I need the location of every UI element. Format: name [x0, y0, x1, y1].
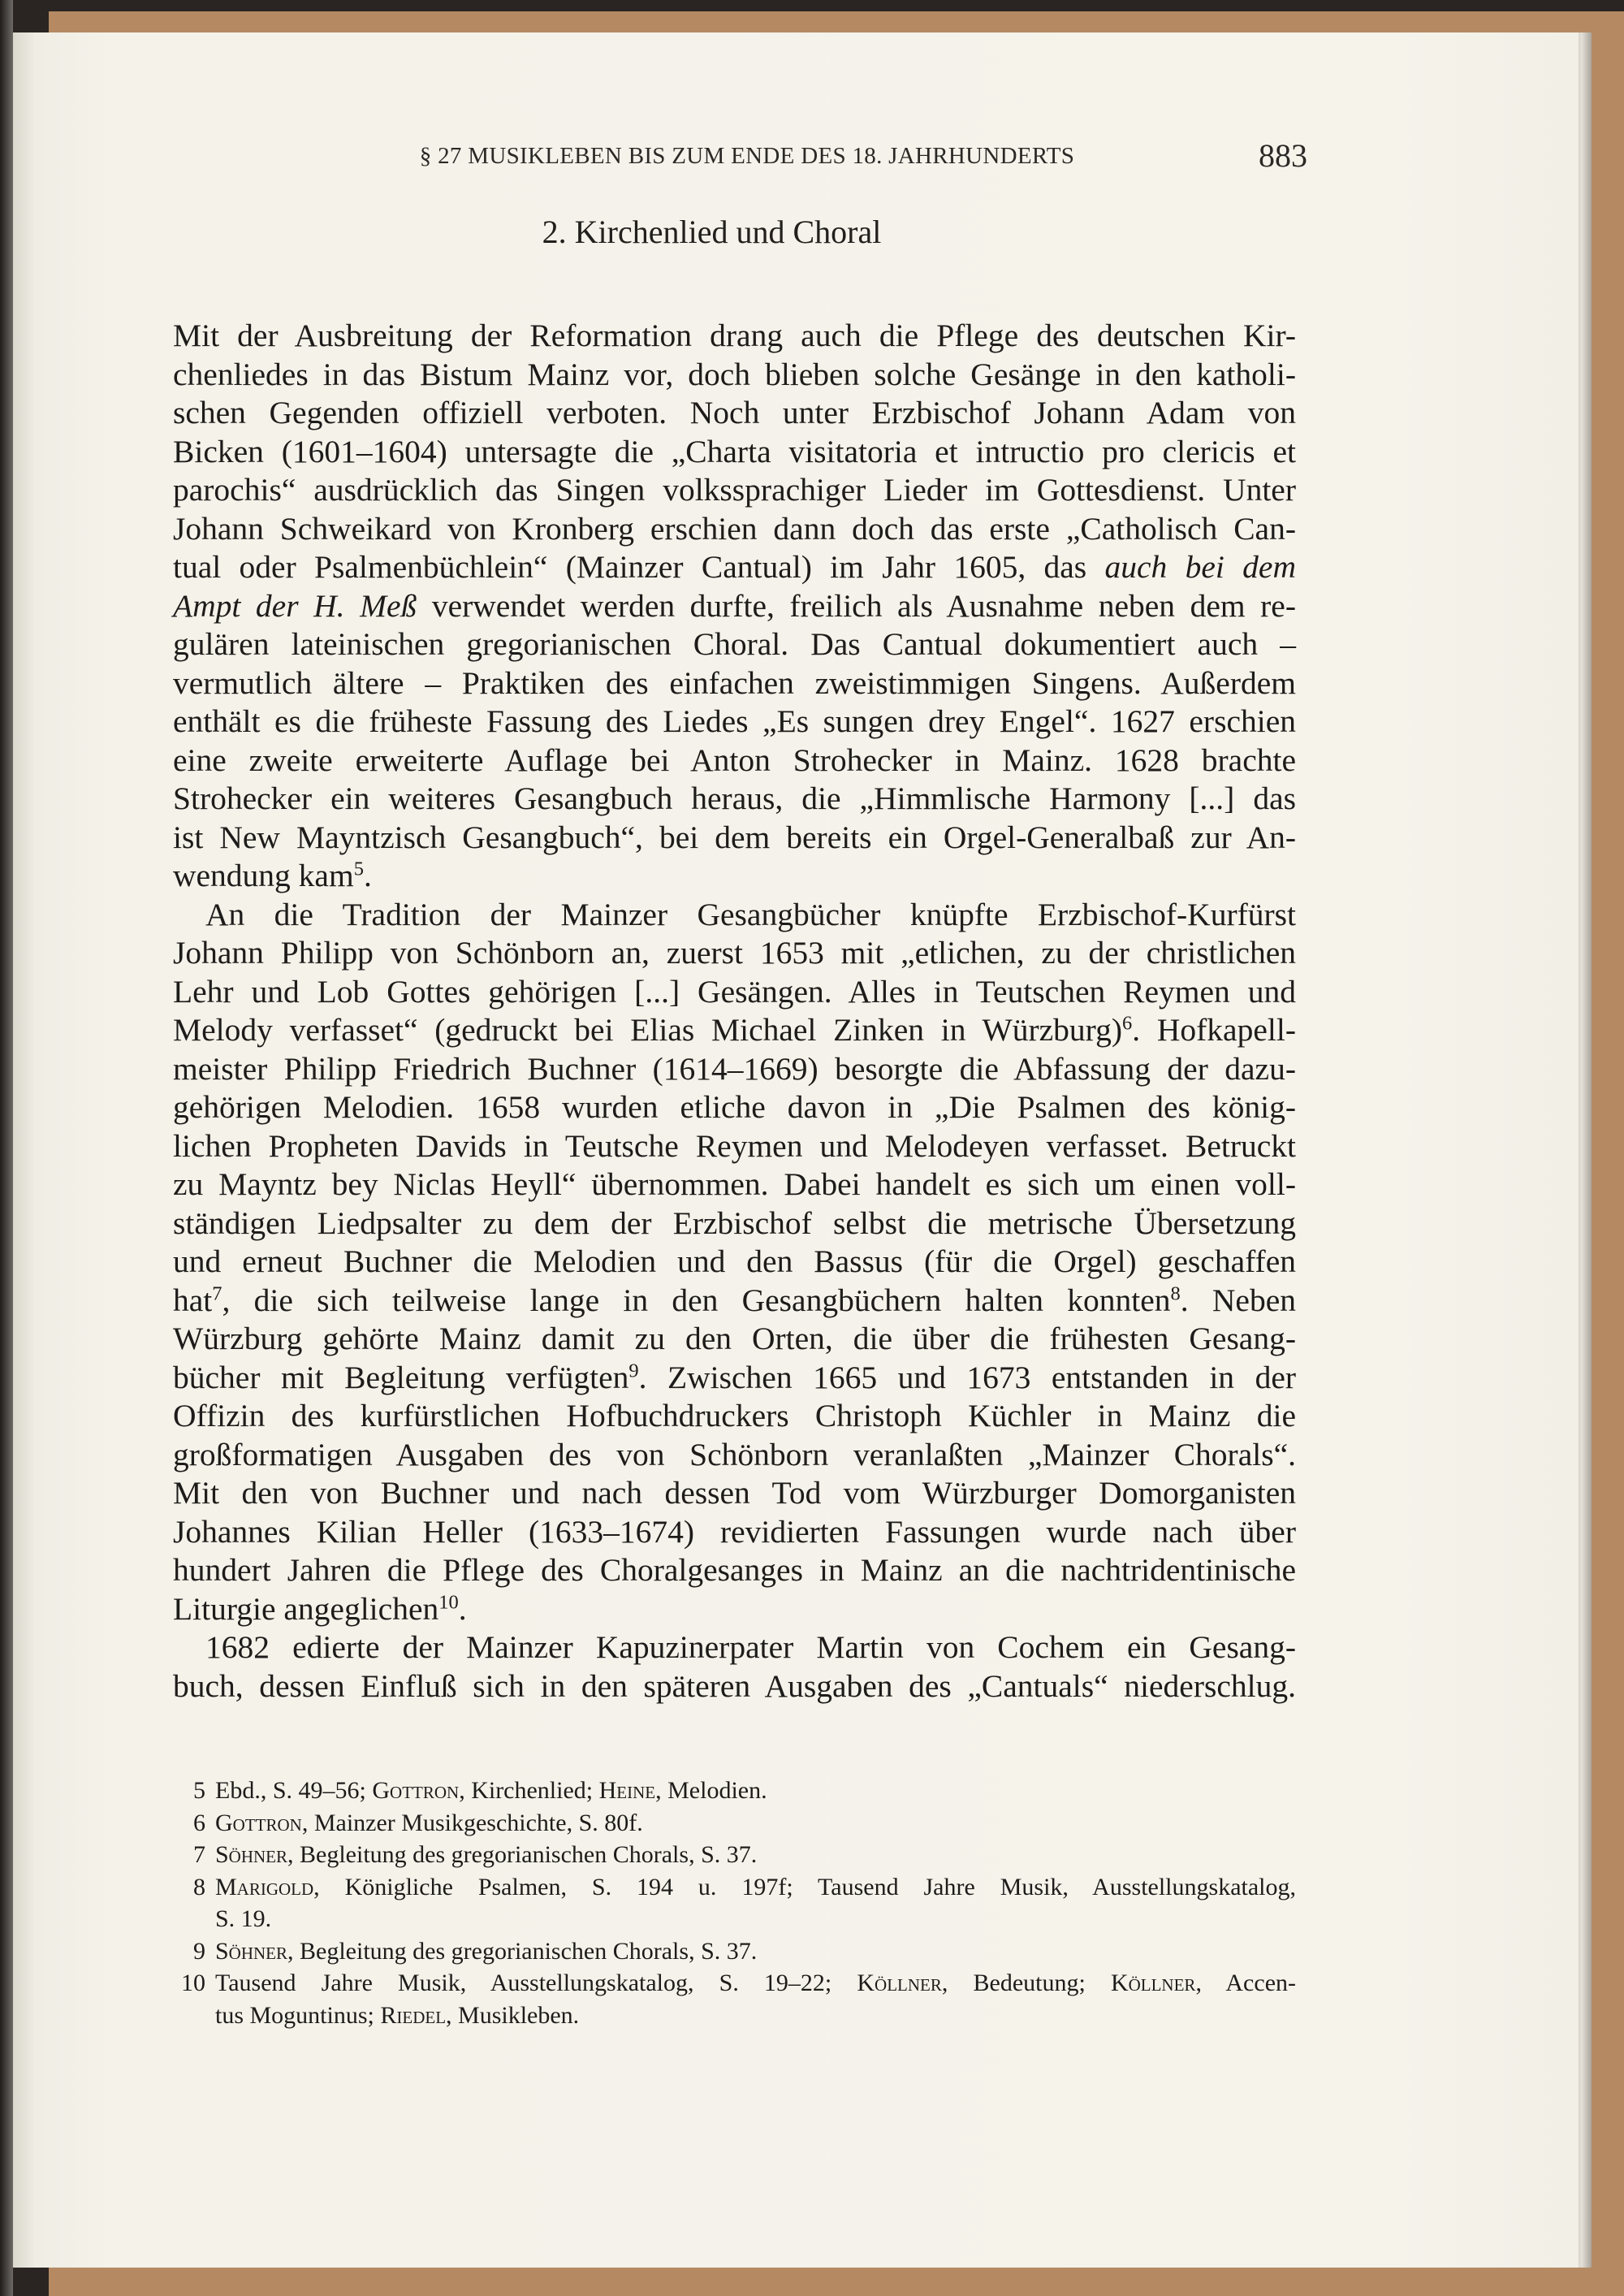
text-run: , Mainzer Musikgeschichte, S. 80f. [301, 1809, 643, 1836]
footnote-text [215, 1775, 1296, 1807]
author-name: Söhner [215, 1841, 288, 1868]
footnote-line [215, 1839, 1296, 1871]
book-gutter [0, 0, 13, 2296]
text-run: Tausend Jahre Musik, Ausstellungskatalog, S. 19–22; [215, 1970, 857, 1996]
text-run: Melody verfasset“ (gedruckt bei Elias Michael Zinken in Würzburg) [173, 1012, 1123, 1048]
text-run: S. 19. [215, 1905, 272, 1932]
text-line [173, 1320, 1296, 1359]
text-run: , Musikleben. [446, 2001, 580, 2029]
author-name: Marigold [215, 1873, 314, 1900]
author-name: Gottron [215, 1809, 302, 1836]
text-run: tus Moguntinus; [215, 2001, 381, 2029]
text-run: gulären lateinischen gregorianischen Choral. Das Cantual dokumentiert auch – [173, 626, 1296, 662]
text-run: parochis“ ausdrücklich das Singen volkssprachiger Lieder im Gottesdienst. Unter [173, 472, 1296, 508]
text-run: buch, dessen Einfluß sich in den späteren Ausgaben des „Cantuals“ niederschlug. [173, 1667, 1296, 1704]
text-run: . [458, 1590, 467, 1627]
text-line [173, 703, 1296, 742]
text-run: An die Tradition der Mainzer Gesangbücher knüpfte Erzbischof-Kurfürst [205, 896, 1296, 932]
text-run: . Neben [1180, 1282, 1296, 1318]
text-run: Würzburg gehörte Mainz damit zu den Orten, die über die frühesten Gesang- [173, 1321, 1296, 1356]
italic-text: Ampt der H. Meß [173, 587, 417, 624]
footnote-text [215, 1871, 1296, 1935]
text-line [173, 510, 1296, 549]
author-name: Köllner [1110, 1970, 1196, 1996]
text-run: , Begleitung des gregorianischen Chorals, S. 37. [287, 1841, 758, 1868]
text-run: 1682 edierte der Mainzer Kapuzinerpater Martin von Cochem ein Gesang- [205, 1629, 1296, 1665]
text-run: schen Gegenden offiziell verboten. Noch unter Erzbischof Johann Adam von [173, 395, 1296, 430]
footnote [173, 1871, 1296, 1935]
text-line [173, 1474, 1296, 1513]
footnote-ref: 10 [438, 1591, 459, 1614]
text-line [173, 857, 1296, 896]
text-run: chenliedes in das Bistum Mainz vor, doch blieben solche Gesänge in den katholi- [173, 356, 1296, 392]
text-run: , Melodien. [655, 1777, 767, 1804]
author-name: Heine [598, 1777, 656, 1804]
text-run: Mit der Ausbreitung der Reformation drang auch die Pflege des deutschen Kir- [173, 318, 1296, 353]
text-line [173, 1590, 1296, 1629]
text-line [173, 548, 1296, 587]
footnote-text [215, 1935, 1296, 1968]
running-head: § 27 MUSIKLEBEN BIS ZUM ENDE DES 18. JAHRHUNDERTS [419, 143, 1075, 169]
text-run: gehörigen Melodien. 1658 wurden etliche davon in „Die Psalmen des könig- [173, 1089, 1296, 1125]
text-line [173, 1628, 1296, 1667]
author-name: Riedel [380, 2001, 447, 2029]
text-line [173, 433, 1296, 472]
text-run: Mit den von Buchner und nach dessen Tod vom Würzburger Domorganisten [173, 1475, 1296, 1511]
text-line [173, 973, 1296, 1012]
footnote-text [215, 1967, 1296, 2031]
footnote-line [215, 1935, 1296, 1968]
author-name: Köllner [857, 1970, 942, 1996]
body-text [173, 317, 1296, 1706]
footnote-text [215, 1839, 1296, 1871]
footnote-number: 6 [193, 1809, 205, 1836]
text-line [173, 471, 1296, 510]
footnote [173, 1935, 1296, 1968]
footnote-line [215, 1871, 1296, 1904]
footnote-line [215, 1967, 1296, 2000]
text-run: wendung kam [173, 858, 354, 893]
text-run: meister Philipp Friedrich Buchner (1614–1669) besorgte die Abfassung der dazu- [173, 1050, 1296, 1087]
italic-text: auch bei dem [1104, 549, 1296, 585]
text-run: , Königliche Psalmen, S. 194 u. 197f; Tausend Jahre Musik, Ausstellungskatalog, [313, 1873, 1296, 1900]
text-line [173, 1551, 1296, 1590]
text-line [173, 1011, 1296, 1050]
footnote-line [215, 1775, 1296, 1807]
text-line [173, 780, 1296, 819]
text-line [173, 742, 1296, 780]
text-run: , Begleitung des gregorianischen Chorals, S. 37. [287, 1937, 758, 1965]
text-run: Bicken (1601–1604) untersagte die „Charta visitatoria et intructio pro clericis et [173, 433, 1296, 469]
footnote-ref: 9 [628, 1360, 639, 1382]
text-run: Offizin des kurfürstlichen Hofbuchdruckers Christoph Küchler in Mainz die [173, 1398, 1296, 1433]
text-run: , Kirchenlied; [459, 1777, 599, 1804]
text-line [173, 934, 1296, 973]
text-run: . [363, 858, 372, 893]
text-run: , Accen- [1195, 1970, 1296, 1996]
text-run: lichen Propheten Davids in Teutsche Reymen und Melodeyen verfasset. Betruckt [173, 1127, 1296, 1164]
text-line [173, 587, 1296, 626]
text-line [173, 1088, 1296, 1127]
text-run: vermutlich ältere – Praktiken des einfachen zweistimmigen Singens. Außerdem [173, 664, 1296, 701]
text-line [173, 317, 1296, 356]
text-line [173, 1050, 1296, 1089]
text-run: und erneut Buchner die Melodien und den Bassus (für die Orgel) geschaffen [173, 1243, 1296, 1279]
footnote-line [215, 1807, 1296, 1840]
footnote-ref: 8 [1170, 1282, 1181, 1305]
text-line [173, 1513, 1296, 1552]
footnote-ref: 7 [212, 1282, 222, 1305]
text-run: Johann Philipp von Schönborn an, zuerst 1653 mit „etlichen, zu der christlichen [173, 935, 1296, 971]
footnote-number: 8 [193, 1873, 205, 1900]
text-run: Liturgie angeglichen [173, 1590, 439, 1627]
text-line [173, 896, 1296, 935]
text-run: tual oder Psalmenbüchlein“ (Mainzer Cantual) im Jahr 1605, das [173, 549, 1105, 585]
footnote-number: 10 [181, 1970, 205, 1996]
text-line [173, 1204, 1296, 1243]
text-line [173, 819, 1296, 858]
footnote-number: 5 [193, 1777, 205, 1804]
footnote-number: 7 [193, 1841, 205, 1868]
text-run: Johann Schweikard von Kronberg erschien dann doch das erste „Catholisch Can- [173, 510, 1296, 547]
text-line [173, 1282, 1296, 1321]
text-line [173, 664, 1296, 703]
text-run: enthält es die früheste Fassung des Liedes „Es sungen drey Engel“. 1627 erschien [173, 703, 1296, 739]
footnote [173, 1775, 1296, 1807]
footnote-line [215, 1903, 1296, 1935]
text-run: , Bedeutung; [941, 1970, 1111, 1996]
text-run: hundert Jahren die Pflege des Choralgesanges in Mainz an die nachtridentinische [173, 1552, 1296, 1588]
footnote-number: 9 [193, 1937, 205, 1965]
author-name: Söhner [215, 1937, 288, 1965]
text-line [173, 1667, 1296, 1706]
text-line [173, 1243, 1296, 1282]
text-run: ständigen Liedpsalter zu dem der Erzbischof selbst die metrische Übersetzung [173, 1204, 1296, 1241]
footnote [173, 1839, 1296, 1871]
text-run: Ebd., S. 49–56; [215, 1777, 373, 1804]
text-run: verwendet werden durfte, freilich als Ausnahme neben dem re- [417, 587, 1296, 624]
text-run: bücher mit Begleitung verfügten [173, 1359, 629, 1395]
footnote-ref: 5 [353, 858, 364, 880]
footnote-text [215, 1807, 1296, 1840]
text-line [173, 356, 1296, 395]
text-line [173, 1165, 1296, 1204]
footnote-ref: 6 [1122, 1012, 1133, 1035]
page-number: 883 [1259, 137, 1307, 174]
text-line [173, 1436, 1296, 1475]
text-run: . Zwischen 1665 und 1673 entstanden in der [638, 1359, 1296, 1395]
text-line [173, 625, 1296, 664]
footnote [173, 1967, 1296, 2031]
text-run: zu Mayntz bey Niclas Heyll“ übernommen. Dabei handelt es sich um einen voll- [173, 1166, 1296, 1202]
text-run: hat [173, 1282, 213, 1318]
text-line [173, 394, 1296, 433]
text-run: . Hofkapell- [1132, 1012, 1296, 1048]
text-line [173, 1127, 1296, 1166]
text-run: Lehr und Lob Gottes gehörigen [...] Gesängen. Alles in Teutschen Reymen und [173, 973, 1296, 1010]
footnotes [173, 1775, 1296, 2031]
text-run: ist New Mayntzisch Gesangbuch“, bei dem bereits ein Orgel-Generalbaß zur An- [173, 819, 1296, 855]
text-run: großformatigen Ausgaben des von Schönborn veranlaßten „Mainzer Chorals“. [173, 1436, 1296, 1472]
text-run: eine zweite erweiterte Auflage bei Anton Strohecker in Mainz. 1628 brachte [173, 742, 1296, 778]
footnote [173, 1807, 1296, 1840]
text-run: , die sich teilweise lange in den Gesangbüchern halten konnten [222, 1282, 1171, 1318]
text-run: Strohecker ein weiteres Gesangbuch heraus, die „Himmlische Harmony [...] das [173, 780, 1296, 816]
section-heading: 2. Kirchenlied und Choral [542, 214, 882, 250]
author-name: Gottron [372, 1777, 460, 1804]
text-line [173, 1359, 1296, 1398]
text-line [173, 1397, 1296, 1436]
text-run: Johannes Kilian Heller (1633–1674) revidierten Fassungen wurde nach über [173, 1513, 1296, 1550]
footnote-line [215, 2000, 1296, 2032]
